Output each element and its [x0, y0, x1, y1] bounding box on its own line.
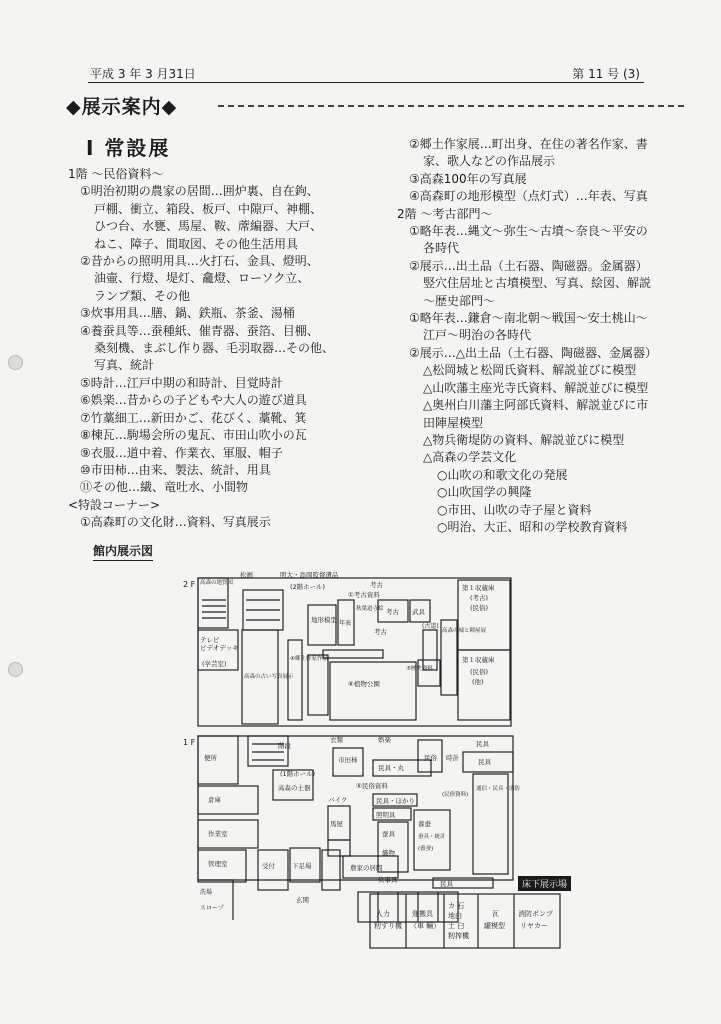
text-line: △高森の学芸文化: [423, 450, 517, 465]
plan-label: (民俗): [470, 604, 489, 612]
plan-label: リヤカー: [520, 922, 548, 930]
plan-label: (1階ホール): [280, 770, 316, 778]
issue-number: 第 11 号 (3): [572, 67, 640, 81]
plan-label: 民具: [478, 758, 491, 766]
plan-label: 松画: [240, 571, 253, 579]
text-line: 戸棚、衝立、箱段、板戸、中隙戸、神棚、: [94, 201, 323, 216]
plan-label: カ 石: [448, 902, 465, 910]
text-line: ①略年表…縄文〜弥生〜古墳〜奈良〜平安の: [409, 224, 648, 239]
text-line: 油壷、行燈、堤灯、龕燈、ローソク立、: [94, 271, 310, 286]
plan-label: 通信・民具・消防: [476, 786, 521, 792]
plan-label: 消防ポンプ: [518, 910, 553, 918]
text-line: ②展示…出土品（土石器、陶磁器。金属器）: [409, 258, 648, 273]
left-column: [68, 166, 368, 532]
plan-label: 受付: [262, 862, 275, 870]
text-line: ⑪その他…繊、竜吐水、小間物: [80, 480, 249, 495]
text-line: ③炊事用具…膳、鍋、鉄瓶、茶釜、湯桶: [80, 306, 295, 321]
text-line: ○山吹国学の興隆: [437, 485, 532, 500]
issue-date: 平成 3 年 3 月31日: [90, 67, 196, 81]
punch-hole: [8, 662, 23, 677]
punch-hole: [8, 355, 23, 370]
text-line: ねこ、障子、間取図、その他生活用具: [94, 236, 299, 251]
plan-label: 民具・丸: [378, 764, 404, 772]
plan-label: 高森の古い写真展示: [244, 674, 294, 680]
plan-label: (民俗資料): [442, 792, 469, 798]
plan-label: (民俗): [470, 668, 489, 676]
text-line: ⑨衣服…道中着、作業衣、軍服、帽子: [80, 445, 283, 460]
plan-label: 養蚕: [418, 820, 431, 828]
text-line: 田陣屋模型: [423, 415, 484, 430]
plan-label: 瓦: [492, 910, 499, 918]
plan-label: 倉庫: [208, 796, 221, 804]
plan-label: 織物: [382, 849, 395, 857]
text-line: 1階 〜民俗資料〜: [68, 167, 164, 181]
plan-label: 民具: [476, 740, 489, 748]
text-line: △山吹藩主座光寺氏資料、解説並びに模型: [423, 380, 649, 395]
plan-label: 蚕具: [382, 830, 395, 838]
floor-2f-label: 2 F: [183, 580, 196, 589]
title-divider: [218, 105, 684, 107]
text-line: ②郷土作家展…町出身、在住の著名作家、書: [409, 137, 648, 151]
plan-label: (考古): [470, 594, 489, 602]
floor-plan-2f: [178, 570, 528, 730]
plan-label: テレビ: [200, 636, 220, 644]
plan-label: 高森の城と陣屋展: [442, 628, 487, 634]
plan-label: 人力: [376, 910, 390, 918]
plan-label: 第１収蔵庫: [462, 584, 495, 592]
plan-label: ①考古資料: [348, 591, 380, 599]
plan-label: 衣類: [330, 736, 343, 744]
text-line: △奥州白川藩主阿部氏資料、解説並びに市: [423, 398, 649, 413]
plan-label: 洗場: [200, 889, 213, 896]
page-header: [88, 62, 644, 83]
plan-label: 籾すり機: [374, 922, 402, 930]
text-line: 桑刻機、まぶし作り器、毛羽取器…その他、: [94, 341, 335, 356]
plan-label: 下足場: [292, 862, 312, 870]
text-line: ひつ台、水甕、馬屋、鞍、蓆編器、大戸、: [94, 219, 323, 234]
text-line: ①略年表…鎌倉〜南北朝〜戦国〜安土桃山〜: [409, 311, 648, 326]
plan-label: バイク: [328, 796, 348, 804]
text-line: ①高森町の文化財…資料、写真展示: [80, 515, 271, 530]
plan-label: 高森の地質図: [200, 580, 234, 586]
plan-label: 明大・島岡監督遺品: [280, 571, 339, 579]
section-title: Ⅰ 常設展: [86, 136, 171, 160]
text-line: 家、歌人などの作品展示: [423, 154, 556, 169]
plan-label: 武具: [412, 608, 425, 616]
plan-label: 管理室: [208, 860, 228, 868]
plan-label: 運搬具: [412, 910, 433, 918]
plan-label: (養蚕): [418, 846, 434, 852]
plan-label: 土 臼: [448, 922, 465, 930]
text-line: 2階 〜考古部門〜: [397, 206, 493, 221]
plan-label: 便所: [204, 754, 217, 762]
figure-title: 館内展示図: [93, 542, 153, 561]
plan-label: (2階ホール): [290, 583, 326, 591]
text-line: ○山吹の和歌文化の発展: [437, 467, 568, 482]
plan-label: 考古: [374, 628, 387, 636]
plan-label: 蚕具・統計: [418, 834, 446, 840]
plan-label: 地臼: [448, 912, 462, 920]
text-line: △松岡城と松岡氏資料、解説並びに模型: [423, 363, 637, 378]
plan-label: 民具・ほかり: [376, 797, 415, 805]
plan-label: 罐模型: [484, 922, 505, 930]
plan-label: 炊事具: [378, 876, 398, 884]
plan-label: 高森の土器: [278, 784, 311, 792]
text-line: △物兵衛堤防の資料、解説並びに模型: [423, 432, 625, 447]
text-line: 写真、統計: [94, 358, 155, 373]
basement-plan: [368, 890, 568, 952]
plan-label: ④郷土作家作品: [290, 656, 328, 662]
text-line: ○市田、山吹の寺子屋と資料: [437, 502, 592, 517]
plan-label: 地形模型: [311, 616, 337, 624]
plan-label: 民具: [440, 880, 453, 888]
basement-title: 床下展示場: [518, 876, 571, 891]
plan-label: ⑤歴史資料: [406, 666, 433, 672]
plan-label: 時計: [446, 754, 459, 762]
plan-label: 階段: [278, 742, 291, 750]
plan-label: 馬屋: [330, 820, 343, 828]
plan-label: 年表: [339, 620, 352, 627]
plan-label: 考古: [386, 608, 399, 616]
plan-label: 籾搾機: [448, 932, 469, 940]
plan-label: (古道): [422, 623, 439, 630]
plan-label: 玄関: [296, 896, 309, 904]
plan-label: (学芸室): [202, 660, 227, 668]
text-line: ○明治、大正、昭和の学校教育資料: [437, 519, 628, 534]
text-line: ⑤時計…江戸中期の和時計、目覚時計: [80, 375, 283, 390]
plan-label: 市田柿: [338, 756, 358, 764]
text-line: ④養蚕具等…蚕種紙、催青器、蚕箔、目棚、: [80, 323, 319, 338]
plan-label: 娯楽: [378, 736, 391, 744]
plan-label: 作業室: [208, 830, 228, 838]
plan-label: 照明具: [376, 811, 396, 819]
right-column: [397, 136, 697, 536]
plan-label: ⑤民俗資料: [356, 782, 388, 790]
plan-label: （車 輛）: [410, 922, 441, 930]
plan-label: 秋葉道寺絵: [356, 606, 384, 612]
page-title: ◆展示案内◆: [66, 96, 178, 118]
text-line: ⑦竹藁細工…新田かご、花びく、藁靴、箕: [80, 410, 307, 425]
plan-label: ⑥植物公園: [348, 680, 380, 688]
text-line: ④高森町の地形模型（点灯式）…年表、写真: [409, 189, 648, 204]
plan-label: 考古: [370, 581, 383, 589]
text-line: <特設コーナー>: [68, 497, 161, 512]
text-line: ランプ類、その他: [94, 288, 191, 303]
plan-label: 民俗: [424, 754, 437, 762]
text-line: 〜歴史部門〜: [423, 293, 496, 308]
plan-label: 農家の居間: [350, 864, 383, 872]
page-title-bar: [66, 92, 686, 118]
text-line: ②展示…△出土品（土石器、陶磁器、金属器）: [409, 345, 657, 360]
text-line: 各時代: [423, 241, 460, 256]
text-line: ⑥娯楽…昔からの子どもや大人の遊び道具: [80, 393, 307, 408]
plan-label: スロープ: [200, 905, 224, 912]
text-line: ③高森100年の写真展: [409, 171, 527, 186]
plan-label: ビデオデッキ: [200, 644, 239, 652]
text-line: ①明治初期の農家の居間…囲炉裏、自在鉤、: [80, 184, 319, 199]
text-line: ⑧棟瓦…駒場会所の鬼瓦、市田山吹小の瓦: [80, 428, 307, 443]
floor-1f-label: 1 F: [183, 738, 196, 747]
text-line: ⑩市田柿…由来、製法、統計、用具: [80, 462, 271, 477]
text-line: 江戸〜明治の各時代: [423, 328, 532, 343]
plan-label: 第１収蔵庫: [462, 656, 495, 664]
plan-label: (他): [472, 678, 484, 686]
text-line: 竪穴住居址と古墳模型、写真、絵図、解説: [423, 276, 652, 291]
text-line: ②昔からの照明用具…火打石、金具、燈明、: [80, 254, 319, 269]
